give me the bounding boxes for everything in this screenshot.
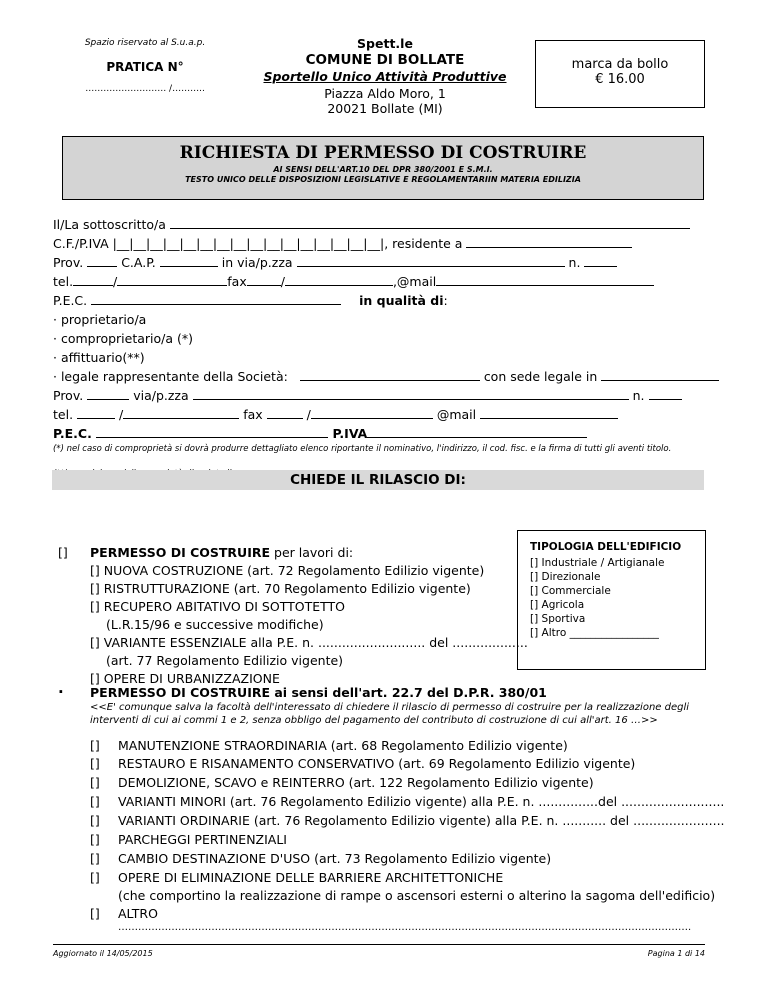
- address-row: [53, 255, 617, 270]
- tel2-label: tel.: [53, 407, 74, 422]
- tipologia-option[interactable]: [] Sportiva: [530, 613, 586, 625]
- pratica-number-field[interactable]: ……………………… /………..: [85, 84, 205, 94]
- cf-row: [53, 236, 632, 251]
- permesso-heading: PERMESSO DI COSTRUIRE per lavori di:: [90, 545, 354, 560]
- sede-label: con sede legale in: [483, 369, 598, 384]
- permesso2-heading: PERMESSO DI COSTRUIRE ai sensi dell'art. 22.7 del D.P.R. 380/01: [90, 685, 547, 700]
- sottoscritto-field[interactable]: [170, 217, 690, 229]
- contact-row: tel. / fax / ,@mail: [53, 274, 654, 289]
- permesso2-option: OPERE DI ELIMINAZIONE DELLE BARRIERE ARCHITETTONICHE: [118, 870, 504, 885]
- title-subtitle-1: AI SENSI DELL'ART.10 DEL DPR 380/2001 E S.M.I.: [273, 165, 493, 174]
- prov2-field[interactable]: [87, 388, 129, 400]
- option-checkbox[interactable]: []: [90, 794, 100, 809]
- option-checkbox[interactable]: []: [90, 906, 100, 921]
- fax-number-field[interactable]: [285, 274, 393, 286]
- pec-label: P.E.C.: [53, 293, 88, 308]
- permesso2-option: VARIANTI MINORI (art. 76 Regolamento Edilizio vigente) alla P.E. n. ...............del ..........................: [118, 794, 725, 809]
- permesso2-option: MANUTENZIONE STRAORDINARIA (art. 68 Regolamento Edilizio vigente): [118, 738, 568, 753]
- permesso2-option: VARIANTI ORDINARIE (art. 76 Regolamento Edilizio vigente) alla P.E. n. ........... del .......................: [118, 813, 725, 828]
- mail2-field[interactable]: [480, 407, 618, 419]
- document-title: RICHIESTA DI PERMESSO DI COSTRUIRE: [179, 143, 587, 163]
- suap-reserved-label: Spazio riservato al S.u.a.p.: [84, 38, 206, 48]
- address-line-1: Piazza Aldo Moro, 1: [324, 86, 446, 101]
- option-checkbox[interactable]: []: [90, 813, 100, 828]
- title-subtitle-2: TESTO UNICO DELLE DISPOSIZIONI LEGISLATIVE E REGOLAMENTARIIN MATERIA EDILIZIA: [185, 175, 581, 184]
- stamp-label: marca da bollo: [571, 57, 669, 72]
- stamp-box: [535, 40, 705, 108]
- permesso-option[interactable]: [] RISTRUTTURAZIONE (art. 70 Regolamento Edilizio vigente): [90, 581, 471, 596]
- permesso-option[interactable]: [] NUOVA COSTRUZIONE (art. 72 Regolamento Edilizio vigente): [90, 563, 485, 578]
- fax2-label: fax: [243, 407, 263, 422]
- chiede-title: CHIEDE IL RILASCIO DI:: [290, 472, 466, 488]
- cap-label: C.A.P.: [121, 255, 156, 270]
- chiede-banner: [52, 470, 704, 490]
- permesso-option[interactable]: [] VARIANTE ESSENZIALE alla P.E. n. ........................... del ...................: [90, 635, 528, 650]
- n-label: n.: [568, 255, 581, 270]
- stamp-amount: € 16.00: [595, 72, 645, 87]
- piva-field[interactable]: [367, 426, 587, 438]
- footnote-comproprieta: (*) nel caso di comproprietà si dovrà produrre dettagliato elenco riportante il nominativo, l'indirizzo, il cod. fisc. e la firma di tutti gli aventi titolo.: [53, 444, 672, 454]
- altro-field[interactable]: ……………………………………………………………………………………………………………………………………………………….: [118, 922, 692, 933]
- footer-page-number: Pagina 1 di 14: [647, 949, 705, 958]
- n-field[interactable]: [584, 255, 617, 267]
- pec2-field[interactable]: [96, 426, 328, 438]
- societa-field[interactable]: [300, 369, 480, 381]
- tipologia-title: TIPOLOGIA DELL'EDIFICIO: [530, 541, 682, 553]
- permesso-option[interactable]: [] RECUPERO ABITATIVO DI SOTTOTETTO: [90, 599, 346, 614]
- cap-field[interactable]: [160, 255, 218, 267]
- prov-label: Prov.: [53, 255, 84, 270]
- address-line-2: 20021 Bollate (MI): [327, 101, 443, 116]
- permesso-option-note: (art. 77 Regolamento Edilizio vigente): [106, 653, 344, 668]
- role-item[interactable]: · proprietario/a: [53, 312, 147, 327]
- permesso2-option: RESTAURO E RISANAMENTO CONSERVATIVO (art. 69 Regolamento Edilizio vigente): [118, 756, 636, 771]
- qualita-label: in qualità di: [359, 293, 444, 308]
- permesso2-option: ALTRO: [118, 906, 158, 921]
- role-item[interactable]: · legale rappresentante della Società:: [53, 369, 288, 384]
- permesso-checkbox[interactable]: []: [58, 545, 68, 560]
- piva-label: P.IVA: [332, 426, 368, 441]
- spett-label: Spett.le: [357, 36, 413, 51]
- n2-field[interactable]: [649, 388, 682, 400]
- fax2-prefix-field[interactable]: [267, 407, 303, 419]
- tipologia-option[interactable]: [] Industriale / Artigianale: [530, 557, 665, 569]
- tipologia-option[interactable]: [] Commerciale: [530, 585, 611, 597]
- tel-number-field[interactable]: [117, 274, 227, 286]
- permesso2-option-note: (che comportino la realizzazione di rampe o ascensori esterni o alterino la sagoma dell'edificio): [118, 888, 716, 903]
- tel2-prefix-field[interactable]: [77, 407, 115, 419]
- option-checkbox[interactable]: []: [90, 870, 100, 885]
- prov-field[interactable]: [87, 255, 117, 267]
- permesso2-option: DEMOLIZIONE, SCAVO e REINTERRO (art. 122 Regolamento Edilizio vigente): [118, 775, 594, 790]
- mail-label: ,@mail: [392, 274, 437, 289]
- option-checkbox[interactable]: []: [90, 851, 100, 866]
- title-box: [62, 136, 704, 200]
- option-checkbox[interactable]: []: [90, 775, 100, 790]
- prov2-label: Prov.: [53, 388, 84, 403]
- company-address-row: [53, 388, 682, 403]
- via2-field[interactable]: [193, 388, 629, 400]
- tel-prefix-field[interactable]: [73, 274, 113, 286]
- via-label: in via/p.zza: [221, 255, 293, 270]
- permesso-option-note: (L.R.15/96 e successive modifiche): [106, 617, 324, 632]
- permesso2-bullet[interactable]: ·: [58, 683, 64, 701]
- option-checkbox[interactable]: []: [90, 738, 100, 753]
- option-checkbox[interactable]: []: [90, 756, 100, 771]
- via-field[interactable]: [297, 255, 565, 267]
- mail-field[interactable]: [436, 274, 654, 286]
- tel-label: tel.: [53, 274, 74, 289]
- pec-row: P.E.C. in qualità di:: [53, 293, 448, 308]
- fax-label: fax: [227, 274, 247, 289]
- pratica-label: PRATICA N°: [106, 60, 184, 74]
- sportello-name: Sportello Unico Attività Produttive: [263, 69, 507, 84]
- sottoscritto-row: [53, 217, 690, 232]
- pec2-label: P.E.C.: [53, 426, 92, 441]
- company-contact-row: tel. / fax / @mail: [53, 407, 618, 422]
- permesso2-option: PARCHEGGI PERTINENZIALI: [118, 832, 287, 847]
- sede-field[interactable]: [601, 369, 719, 381]
- legal-rep-row: [53, 369, 719, 384]
- permesso2-option: CAMBIO DESTINAZIONE D'USO (art. 73 Regolamento Edilizio vigente): [118, 851, 552, 866]
- tel2-number-field[interactable]: [123, 407, 239, 419]
- role-item[interactable]: · comproprietario/a (*): [53, 331, 193, 346]
- fax2-number-field[interactable]: [311, 407, 433, 419]
- option-checkbox[interactable]: []: [90, 832, 100, 847]
- via2-label: via/p.zza: [133, 388, 189, 403]
- residenza-field[interactable]: [466, 236, 632, 248]
- n2-label: n.: [632, 388, 645, 403]
- sottoscritto-label: Il/La sottoscritto/a: [53, 217, 166, 232]
- footer-updated: Aggiornato il 14/05/2015: [53, 949, 153, 958]
- permesso-option[interactable]: [] OPERE DI URBANIZZAZIONE: [90, 671, 280, 686]
- tipologia-option[interactable]: [] Altro _________________: [530, 627, 659, 639]
- company-pec-row: [53, 426, 587, 441]
- comune-name: COMUNE DI BOLLATE: [305, 52, 465, 68]
- tipologia-option[interactable]: [] Agricola: [530, 599, 585, 611]
- fax-prefix-field[interactable]: [247, 274, 281, 286]
- footer-rule: [53, 944, 705, 945]
- tipologia-option[interactable]: [] Direzionale: [530, 571, 601, 583]
- pec-field[interactable]: [91, 293, 341, 305]
- permesso2-note: <<E' comunque salva la facoltà dell'interessato di chiedere il rilascio di permesso di costruire per la realizzazione degli interventi di cui ai commi 1 e 2, senza obbligo del pagamento del contributo di costruzione di cui all'art. 16 …>>: [90, 702, 690, 726]
- mail2-label: @mail: [436, 407, 477, 422]
- role-item[interactable]: · affittuario(**): [53, 350, 145, 365]
- cf-label: C.F./P.IVA |__|__|__|__|__|__|__|__|__|__|__|__|__|__|__|__|, residente a: [53, 236, 463, 251]
